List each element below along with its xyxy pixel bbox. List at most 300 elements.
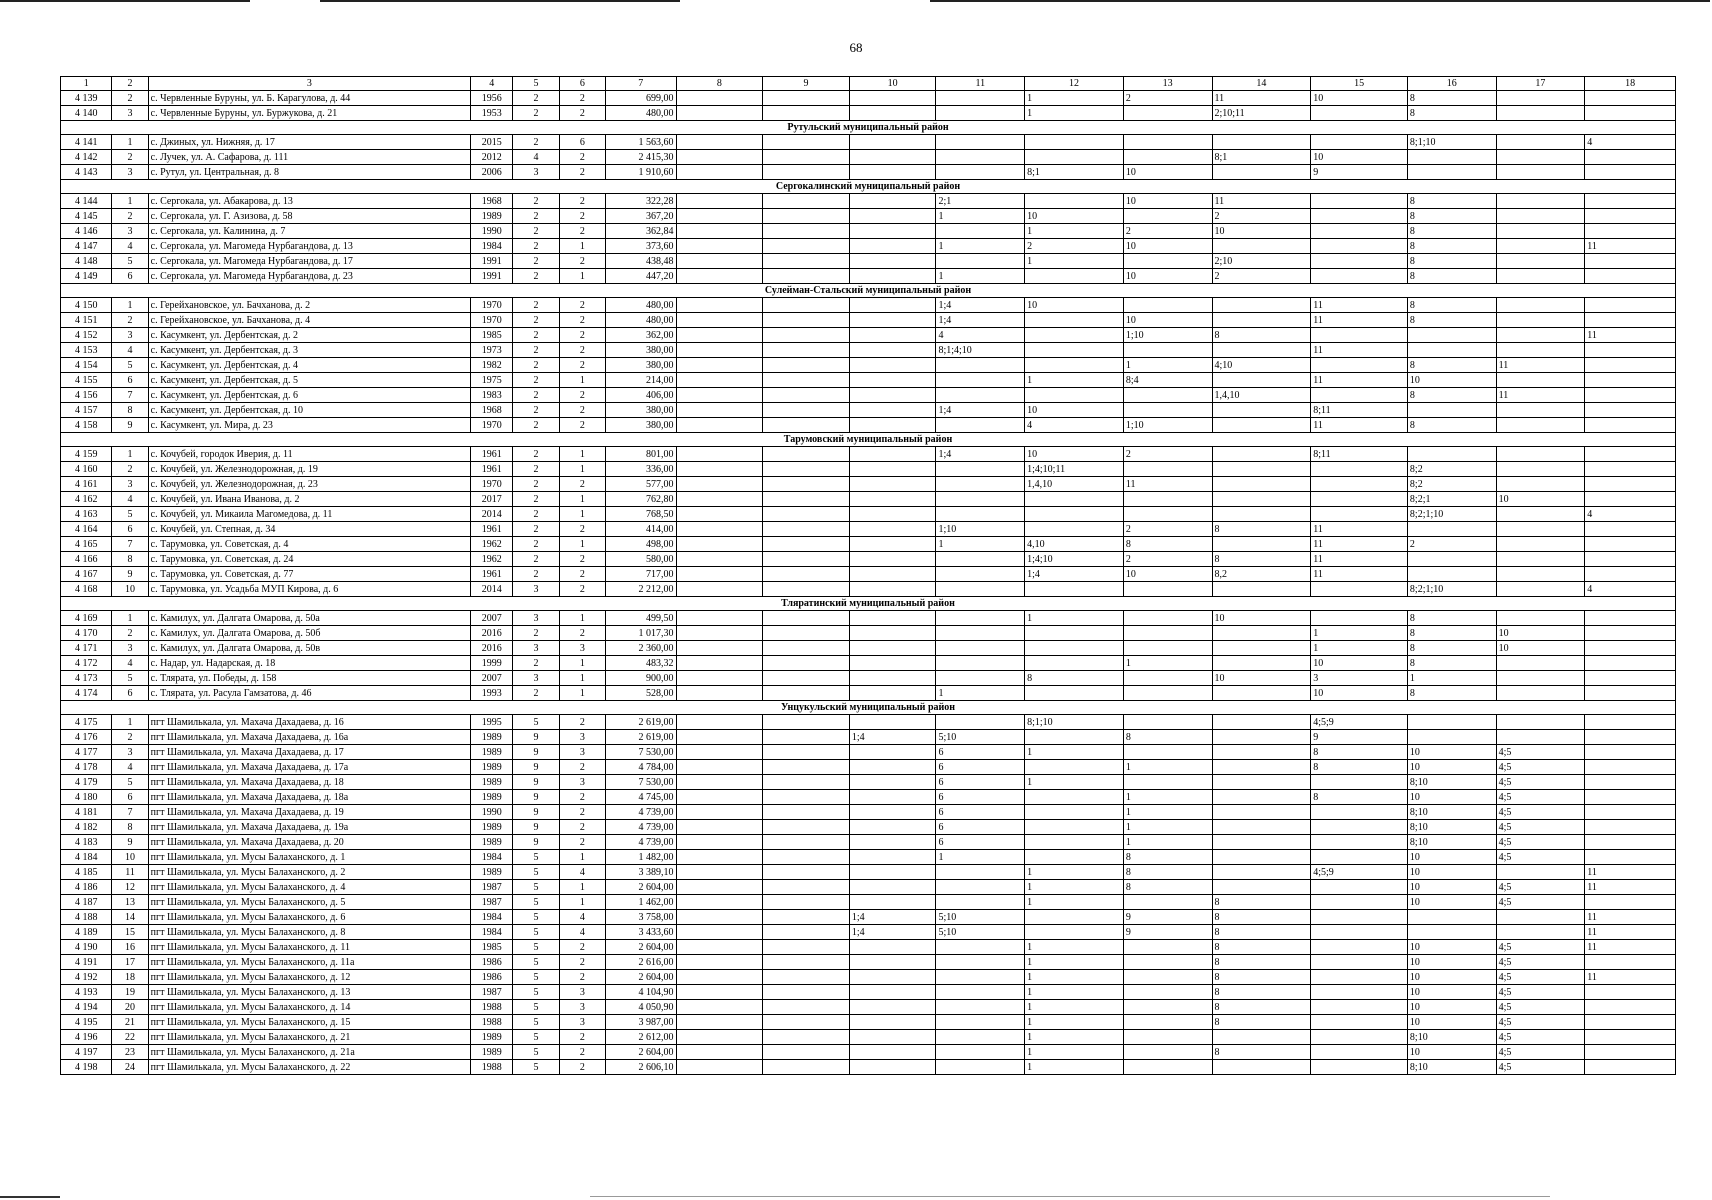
cell-col-18 xyxy=(1585,835,1676,850)
cell-col-10 xyxy=(849,388,936,403)
table-row xyxy=(61,641,1676,656)
cell-col-16: 10 xyxy=(1407,760,1496,775)
cell-col-8 xyxy=(676,1015,763,1030)
cell-col-3: пгт Шамилькала, ул. Мусы Балаханского, д. 14 xyxy=(148,1000,470,1015)
table-row xyxy=(61,611,1676,626)
table-row xyxy=(61,567,1676,582)
cell-col-13: 10 xyxy=(1123,194,1212,209)
cell-col-4: 1968 xyxy=(471,403,513,418)
cell-col-7: 2 619,00 xyxy=(606,730,677,745)
cell-col-1: 4 164 xyxy=(61,522,112,537)
cell-col-5: 2 xyxy=(513,522,559,537)
column-header-18: 18 xyxy=(1585,77,1676,91)
cell-col-13: 1 xyxy=(1123,656,1212,671)
cell-col-8 xyxy=(676,403,763,418)
cell-col-1: 4 159 xyxy=(61,447,112,462)
cell-col-4: 1987 xyxy=(471,880,513,895)
cell-col-9 xyxy=(763,626,850,641)
column-header-8: 8 xyxy=(676,77,763,91)
cell-col-7: 3 433,60 xyxy=(606,925,677,940)
cell-col-7: 480,00 xyxy=(606,106,677,121)
cell-col-4: 2016 xyxy=(471,626,513,641)
cell-col-9 xyxy=(763,955,850,970)
cell-col-17: 11 xyxy=(1496,388,1585,403)
cell-col-12 xyxy=(1025,835,1124,850)
cell-col-6: 1 xyxy=(559,507,605,522)
cell-col-15: 8;11 xyxy=(1311,447,1408,462)
cell-col-18 xyxy=(1585,165,1676,180)
cell-col-4: 1970 xyxy=(471,477,513,492)
cell-col-5: 2 xyxy=(513,656,559,671)
cell-col-16: 8;2;1;10 xyxy=(1407,582,1496,597)
cell-col-3: пгт Шамилькала, ул. Махача Дахадаева, д. 16а xyxy=(148,730,470,745)
cell-col-1: 4 183 xyxy=(61,835,112,850)
cell-col-15 xyxy=(1311,1060,1408,1075)
district-name: Рутульский муниципальный район xyxy=(61,121,1676,135)
cell-col-18 xyxy=(1585,462,1676,477)
cell-col-8 xyxy=(676,388,763,403)
cell-col-3: с. Джиных, ул. Нижняя, д. 17 xyxy=(148,135,470,150)
cell-col-1: 4 165 xyxy=(61,537,112,552)
cell-col-14: 8 xyxy=(1212,940,1311,955)
cell-col-11: 2;1 xyxy=(936,194,1025,209)
cell-col-2: 20 xyxy=(112,1000,148,1015)
cell-col-12: 1 xyxy=(1025,1000,1124,1015)
table-row xyxy=(61,745,1676,760)
cell-col-3: пгт Шамилькала, ул. Махача Дахадаева, д. 18а xyxy=(148,790,470,805)
cell-col-9 xyxy=(763,805,850,820)
column-header-4: 4 xyxy=(471,77,513,91)
cell-col-18: 4 xyxy=(1585,135,1676,150)
cell-col-9 xyxy=(763,940,850,955)
cell-col-15: 11 xyxy=(1311,522,1408,537)
cell-col-9 xyxy=(763,686,850,701)
cell-col-5: 9 xyxy=(513,730,559,745)
cell-col-14: 11 xyxy=(1212,91,1311,106)
table-row xyxy=(61,224,1676,239)
cell-col-7: 380,00 xyxy=(606,343,677,358)
cell-col-8 xyxy=(676,313,763,328)
cell-col-3: с. Кочубей, ул. Ивана Иванова, д. 2 xyxy=(148,492,470,507)
cell-col-1: 4 182 xyxy=(61,820,112,835)
cell-col-5: 2 xyxy=(513,106,559,121)
cell-col-2: 1 xyxy=(112,715,148,730)
cell-col-6: 1 xyxy=(559,686,605,701)
cell-col-10 xyxy=(849,820,936,835)
cell-col-1: 4 160 xyxy=(61,462,112,477)
cell-col-14 xyxy=(1212,820,1311,835)
cell-col-5: 2 xyxy=(513,507,559,522)
cell-col-10 xyxy=(849,567,936,582)
cell-col-7: 2 619,00 xyxy=(606,715,677,730)
cell-col-4: 1989 xyxy=(471,209,513,224)
cell-col-4: 2017 xyxy=(471,492,513,507)
cell-col-6: 6 xyxy=(559,135,605,150)
cell-col-3: с. Касумкент, ул. Дербентская, д. 6 xyxy=(148,388,470,403)
cell-col-13 xyxy=(1123,507,1212,522)
cell-col-13 xyxy=(1123,388,1212,403)
cell-col-10 xyxy=(849,447,936,462)
cell-col-8 xyxy=(676,150,763,165)
cell-col-9 xyxy=(763,790,850,805)
cell-col-14: 10 xyxy=(1212,611,1311,626)
cell-col-6: 2 xyxy=(559,790,605,805)
cell-col-3: пгт Шамилькала, ул. Махача Дахадаева, д. 17 xyxy=(148,745,470,760)
cell-col-14: 10 xyxy=(1212,671,1311,686)
cell-col-7: 380,00 xyxy=(606,418,677,433)
cell-col-18 xyxy=(1585,1015,1676,1030)
cell-col-13: 10 xyxy=(1123,165,1212,180)
cell-col-16 xyxy=(1407,165,1496,180)
cell-col-9 xyxy=(763,254,850,269)
cell-col-1: 4 189 xyxy=(61,925,112,940)
cell-col-16 xyxy=(1407,552,1496,567)
table-body xyxy=(61,91,1676,1075)
cell-col-7: 801,00 xyxy=(606,447,677,462)
cell-col-11 xyxy=(936,388,1025,403)
cell-col-2: 8 xyxy=(112,403,148,418)
table-row xyxy=(61,135,1676,150)
cell-col-11: 6 xyxy=(936,745,1025,760)
cell-col-2: 3 xyxy=(112,328,148,343)
column-header-15: 15 xyxy=(1311,77,1408,91)
cell-col-6: 1 xyxy=(559,671,605,686)
cell-col-18 xyxy=(1585,358,1676,373)
cell-col-14 xyxy=(1212,477,1311,492)
cell-col-17 xyxy=(1496,865,1585,880)
district-header-row xyxy=(61,180,1676,194)
cell-col-2: 5 xyxy=(112,671,148,686)
table-row xyxy=(61,209,1676,224)
cell-col-17 xyxy=(1496,224,1585,239)
cell-col-17 xyxy=(1496,313,1585,328)
cell-col-15 xyxy=(1311,209,1408,224)
cell-col-16 xyxy=(1407,343,1496,358)
cell-col-16: 8 xyxy=(1407,358,1496,373)
cell-col-1: 4 187 xyxy=(61,895,112,910)
cell-col-11 xyxy=(936,477,1025,492)
cell-col-8 xyxy=(676,358,763,373)
cell-col-14 xyxy=(1212,835,1311,850)
cell-col-6: 3 xyxy=(559,745,605,760)
cell-col-9 xyxy=(763,835,850,850)
cell-col-15: 10 xyxy=(1311,91,1408,106)
cell-col-4: 1962 xyxy=(471,537,513,552)
cell-col-5: 3 xyxy=(513,611,559,626)
cell-col-3: с. Сергокала, ул. Магомеда Нурбагандова, д. 23 xyxy=(148,269,470,284)
cell-col-2: 7 xyxy=(112,537,148,552)
housing-register-table xyxy=(60,76,1676,1075)
cell-col-11 xyxy=(936,582,1025,597)
cell-col-6: 1 xyxy=(559,492,605,507)
cell-col-8 xyxy=(676,895,763,910)
table-row xyxy=(61,150,1676,165)
cell-col-1: 4 154 xyxy=(61,358,112,373)
cell-col-1: 4 168 xyxy=(61,582,112,597)
cell-col-11 xyxy=(936,895,1025,910)
cell-col-15: 9 xyxy=(1311,730,1408,745)
cell-col-2: 5 xyxy=(112,254,148,269)
table-row xyxy=(61,403,1676,418)
bottom-left-mark xyxy=(0,1196,60,1198)
cell-col-18 xyxy=(1585,745,1676,760)
table-row xyxy=(61,358,1676,373)
cell-col-15 xyxy=(1311,910,1408,925)
cell-col-12 xyxy=(1025,626,1124,641)
cell-col-12 xyxy=(1025,507,1124,522)
cell-col-10 xyxy=(849,1015,936,1030)
table-row xyxy=(61,671,1676,686)
cell-col-6: 4 xyxy=(559,925,605,940)
cell-col-12: 8;1 xyxy=(1025,165,1124,180)
table-row xyxy=(61,955,1676,970)
cell-col-14: 8 xyxy=(1212,955,1311,970)
cell-col-12 xyxy=(1025,760,1124,775)
cell-col-6: 2 xyxy=(559,715,605,730)
column-header-7: 7 xyxy=(606,77,677,91)
cell-col-2: 1 xyxy=(112,298,148,313)
cell-col-13 xyxy=(1123,462,1212,477)
cell-col-13: 10 xyxy=(1123,313,1212,328)
cell-col-3: пгт Шамилькала, ул. Мусы Балаханского, д. 15 xyxy=(148,1015,470,1030)
cell-col-14: 8 xyxy=(1212,895,1311,910)
cell-col-5: 9 xyxy=(513,760,559,775)
cell-col-16: 10 xyxy=(1407,1045,1496,1060)
cell-col-5: 9 xyxy=(513,820,559,835)
cell-col-10 xyxy=(849,1000,936,1015)
cell-col-7: 1 462,00 xyxy=(606,895,677,910)
cell-col-14 xyxy=(1212,582,1311,597)
cell-col-17: 4;5 xyxy=(1496,1045,1585,1060)
cell-col-14 xyxy=(1212,447,1311,462)
cell-col-4: 1982 xyxy=(471,358,513,373)
cell-col-13: 1 xyxy=(1123,790,1212,805)
cell-col-6: 2 xyxy=(559,209,605,224)
cell-col-15: 11 xyxy=(1311,567,1408,582)
cell-col-12: 1 xyxy=(1025,940,1124,955)
cell-col-13: 2 xyxy=(1123,91,1212,106)
cell-col-4: 1983 xyxy=(471,388,513,403)
cell-col-17: 4;5 xyxy=(1496,1015,1585,1030)
cell-col-18 xyxy=(1585,805,1676,820)
cell-col-13 xyxy=(1123,895,1212,910)
column-header-11: 11 xyxy=(936,77,1025,91)
cell-col-3: с. Кочубей, ул. Микаила Магомедова, д. 11 xyxy=(148,507,470,522)
cell-col-11: 4 xyxy=(936,328,1025,343)
cell-col-11 xyxy=(936,567,1025,582)
cell-col-17 xyxy=(1496,106,1585,121)
cell-col-4: 1961 xyxy=(471,522,513,537)
cell-col-1: 4 150 xyxy=(61,298,112,313)
cell-col-14: 8 xyxy=(1212,1015,1311,1030)
cell-col-9 xyxy=(763,656,850,671)
cell-col-3: пгт Шамилькала, ул. Махача Дахадаева, д. 20 xyxy=(148,835,470,850)
table-row xyxy=(61,91,1676,106)
cell-col-1: 4 142 xyxy=(61,150,112,165)
cell-col-9 xyxy=(763,91,850,106)
cell-col-5: 5 xyxy=(513,895,559,910)
cell-col-11 xyxy=(936,1030,1025,1045)
cell-col-10 xyxy=(849,641,936,656)
table-row xyxy=(61,194,1676,209)
cell-col-11 xyxy=(936,970,1025,985)
table-row xyxy=(61,298,1676,313)
cell-col-2: 9 xyxy=(112,835,148,850)
cell-col-10 xyxy=(849,298,936,313)
column-header-6: 6 xyxy=(559,77,605,91)
cell-col-8 xyxy=(676,269,763,284)
cell-col-2: 3 xyxy=(112,477,148,492)
cell-col-5: 9 xyxy=(513,790,559,805)
cell-col-9 xyxy=(763,537,850,552)
table-row xyxy=(61,895,1676,910)
cell-col-10 xyxy=(849,358,936,373)
cell-col-13 xyxy=(1123,1015,1212,1030)
cell-col-5: 2 xyxy=(513,686,559,701)
cell-col-17: 4;5 xyxy=(1496,940,1585,955)
cell-col-4: 1984 xyxy=(471,239,513,254)
cell-col-10 xyxy=(849,492,936,507)
cell-col-5: 2 xyxy=(513,224,559,239)
cell-col-17 xyxy=(1496,730,1585,745)
cell-col-13: 8 xyxy=(1123,537,1212,552)
cell-col-17 xyxy=(1496,209,1585,224)
cell-col-13 xyxy=(1123,641,1212,656)
cell-col-6: 3 xyxy=(559,641,605,656)
cell-col-14: 8 xyxy=(1212,328,1311,343)
cell-col-13 xyxy=(1123,1030,1212,1045)
cell-col-4: 1986 xyxy=(471,970,513,985)
cell-col-7: 762,80 xyxy=(606,492,677,507)
cell-col-9 xyxy=(763,462,850,477)
cell-col-7: 362,84 xyxy=(606,224,677,239)
cell-col-12: 10 xyxy=(1025,447,1124,462)
cell-col-3: пгт Шамилькала, ул. Мусы Балаханского, д. 6 xyxy=(148,910,470,925)
cell-col-14 xyxy=(1212,730,1311,745)
cell-col-1: 4 140 xyxy=(61,106,112,121)
cell-col-1: 4 139 xyxy=(61,91,112,106)
cell-col-17: 4;5 xyxy=(1496,1060,1585,1075)
cell-col-17: 4;5 xyxy=(1496,985,1585,1000)
cell-col-16: 8 xyxy=(1407,239,1496,254)
cell-col-6: 1 xyxy=(559,656,605,671)
cell-col-15: 11 xyxy=(1311,418,1408,433)
cell-col-12: 1 xyxy=(1025,745,1124,760)
cell-col-11: 1 xyxy=(936,686,1025,701)
cell-col-1: 4 166 xyxy=(61,552,112,567)
cell-col-3: с. Герейхановское, ул. Бачханова, д. 4 xyxy=(148,313,470,328)
cell-col-12: 4,10 xyxy=(1025,537,1124,552)
cell-col-1: 4 153 xyxy=(61,343,112,358)
table-row xyxy=(61,1015,1676,1030)
cell-col-17 xyxy=(1496,715,1585,730)
cell-col-8 xyxy=(676,880,763,895)
cell-col-12 xyxy=(1025,805,1124,820)
cell-col-3: с. Надар, ул. Надарская, д. 18 xyxy=(148,656,470,671)
cell-col-3: с. Касумкент, ул. Дербентская, д. 3 xyxy=(148,343,470,358)
cell-col-4: 1984 xyxy=(471,925,513,940)
cell-col-7: 336,00 xyxy=(606,462,677,477)
cell-col-6: 1 xyxy=(559,880,605,895)
cell-col-16: 8 xyxy=(1407,194,1496,209)
cell-col-17: 4;5 xyxy=(1496,790,1585,805)
cell-col-16: 8 xyxy=(1407,254,1496,269)
cell-col-7: 577,00 xyxy=(606,477,677,492)
cell-col-8 xyxy=(676,343,763,358)
cell-col-18: 11 xyxy=(1585,925,1676,940)
cell-col-2: 5 xyxy=(112,775,148,790)
table-row xyxy=(61,626,1676,641)
cell-col-10 xyxy=(849,239,936,254)
cell-col-6: 2 xyxy=(559,805,605,820)
cell-col-18 xyxy=(1585,537,1676,552)
cell-col-3: с. Сергокала, ул. Магомеда Нурбагандова, д. 13 xyxy=(148,239,470,254)
cell-col-11 xyxy=(936,418,1025,433)
cell-col-9 xyxy=(763,820,850,835)
cell-col-16: 8;2 xyxy=(1407,477,1496,492)
cell-col-15 xyxy=(1311,985,1408,1000)
cell-col-4: 1968 xyxy=(471,194,513,209)
cell-col-7: 2 360,00 xyxy=(606,641,677,656)
cell-col-8 xyxy=(676,239,763,254)
table-row xyxy=(61,106,1676,121)
cell-col-16: 10 xyxy=(1407,373,1496,388)
column-header-9: 9 xyxy=(763,77,850,91)
cell-col-12: 10 xyxy=(1025,298,1124,313)
cell-col-14: 8 xyxy=(1212,1045,1311,1060)
cell-col-17: 4;5 xyxy=(1496,745,1585,760)
cell-col-13 xyxy=(1123,403,1212,418)
cell-col-10 xyxy=(849,805,936,820)
cell-col-7: 1 482,00 xyxy=(606,850,677,865)
cell-col-5: 2 xyxy=(513,358,559,373)
cell-col-1: 4 145 xyxy=(61,209,112,224)
cell-col-16: 8 xyxy=(1407,626,1496,641)
cell-col-9 xyxy=(763,239,850,254)
cell-col-3: с. Сергокала, ул. Г. Азизова, д. 58 xyxy=(148,209,470,224)
cell-col-12 xyxy=(1025,925,1124,940)
cell-col-6: 2 xyxy=(559,165,605,180)
cell-col-15: 4;5;9 xyxy=(1311,865,1408,880)
cell-col-7: 3 758,00 xyxy=(606,910,677,925)
table-row xyxy=(61,730,1676,745)
cell-col-8 xyxy=(676,224,763,239)
cell-col-14 xyxy=(1212,313,1311,328)
cell-col-16: 10 xyxy=(1407,790,1496,805)
cell-col-10 xyxy=(849,940,936,955)
cell-col-11 xyxy=(936,135,1025,150)
cell-col-10 xyxy=(849,373,936,388)
cell-col-18 xyxy=(1585,388,1676,403)
cell-col-9 xyxy=(763,760,850,775)
cell-col-2: 1 xyxy=(112,447,148,462)
cell-col-15: 10 xyxy=(1311,656,1408,671)
cell-col-5: 5 xyxy=(513,955,559,970)
cell-col-6: 2 xyxy=(559,403,605,418)
cell-col-6: 1 xyxy=(559,611,605,626)
cell-col-7: 2 604,00 xyxy=(606,880,677,895)
cell-col-15 xyxy=(1311,611,1408,626)
cell-col-1: 4 193 xyxy=(61,985,112,1000)
column-header-10: 10 xyxy=(849,77,936,91)
cell-col-17 xyxy=(1496,567,1585,582)
cell-col-8 xyxy=(676,835,763,850)
cell-col-3: с. Червленные Буруны, ул. Буржукова, д. 21 xyxy=(148,106,470,121)
cell-col-8 xyxy=(676,552,763,567)
cell-col-15 xyxy=(1311,835,1408,850)
cell-col-4: 1961 xyxy=(471,567,513,582)
cell-col-8 xyxy=(676,1030,763,1045)
